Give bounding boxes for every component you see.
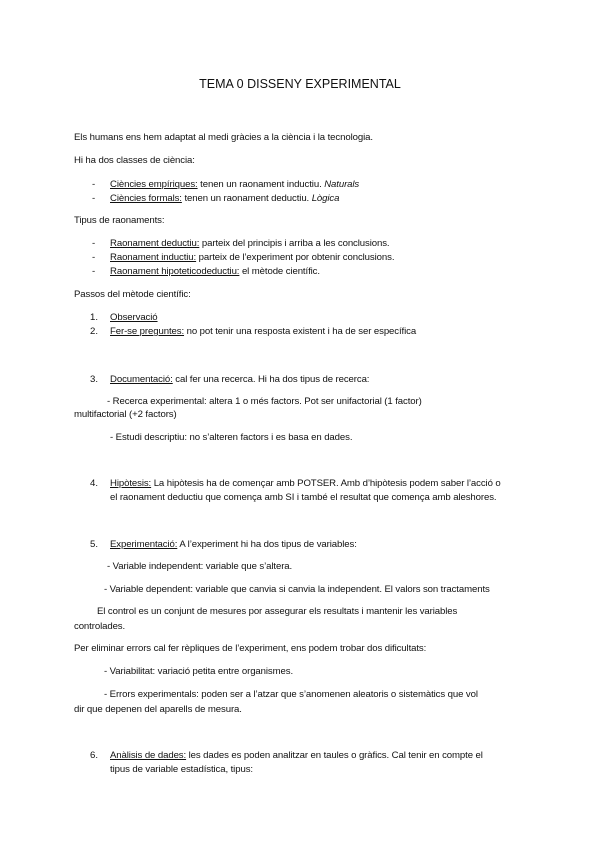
step-term: Anàlisis de dades: [110, 750, 187, 761]
step-term: Fer-se preguntes: [110, 326, 185, 337]
step-text: cal fer una recerca. Hi ha dos tipus de recerca: [172, 374, 370, 385]
step-text: no pot tenir una resposta existent i ha de ser específica [184, 326, 417, 337]
term-text: parteix del principis i arriba a les conclusions. [199, 238, 390, 249]
errors-experimental: - Errors experimentals: poden ser a l’atzar que s’anomenen aleatoris o sistemàtics que vol [104, 689, 478, 700]
classes-heading: Hi ha dos classes de ciència: [74, 155, 195, 166]
step-term: Hipòtesis: [110, 478, 152, 489]
step-term: Experimentació: [110, 539, 178, 550]
step-number: 4. [90, 478, 99, 489]
list-item [110, 251, 394, 264]
control-paragraph: El control es un conjunt de mesures por assegurar els resultats i mantenir les variables [97, 606, 458, 617]
errors-experimental-cont: dir que depenen del aparells de mesura. [74, 704, 242, 715]
step-number: 6. [90, 750, 99, 761]
reasoning-heading: Tipus de raonaments: [74, 215, 165, 226]
term-label: Ciències formals: [110, 193, 182, 204]
step-item [110, 325, 416, 338]
research-experimental-cont: multifactorial (+2 factors) [74, 409, 177, 420]
list-item [110, 237, 389, 250]
term-label: Raonament inductiu: [110, 252, 197, 263]
step-item [110, 538, 357, 551]
errors-heading: Per eliminar errors cal fer rèpliques de l’experiment, ens podem trobar dos dificultats: [74, 643, 427, 654]
step-text: les dades es poden analitzar en taules o gràfics. Cal tenir en compte el [186, 750, 483, 761]
term-label: Raonament hipoteticodeductiu: [110, 266, 240, 277]
research-experimental: - Recerca experimental: altera 1 o més factors. Pot ser unifactorial (1 factor) [107, 396, 422, 407]
bullet-dash: - [92, 193, 96, 204]
step-item [110, 373, 369, 386]
bullet-dash: - [92, 238, 96, 249]
variable-independent: - Variable independent: variable que s’altera. [107, 561, 293, 572]
errors-variability: - Variabilitat: variació petita entre organismes. [104, 666, 294, 677]
step-number: 2. [90, 326, 99, 337]
term-text: parteix de l’experiment por obtenir conclusions. [196, 252, 395, 263]
research-descriptive: - Estudi descriptiu: no s’alteren factors i es basa en dades. [110, 432, 353, 443]
step-number: 3. [90, 374, 99, 385]
step-number: 1. [90, 312, 99, 323]
list-item [110, 265, 320, 278]
step-text: A l’experiment hi ha dos tipus de variables: [177, 539, 357, 550]
term-text: el mètode científic. [239, 266, 320, 277]
term-text: tenen un raonament inductiu. [197, 179, 325, 190]
step-text: La hipòtesis ha de començar amb POTSER. Amb d’hipòtesis podem saber l’acció o [151, 478, 501, 489]
list-item [110, 178, 359, 191]
intro-paragraph: Els humans ens hem adaptat al medi gràcies a la ciència i la tecnologia. [74, 132, 373, 143]
steps-heading: Passos del mètode científic: [74, 289, 191, 300]
step-item [110, 749, 483, 762]
term-label: Ciències empíriques: [110, 179, 198, 190]
step-number: 5. [90, 539, 99, 550]
step-item-cont: tipus de variable estadística, tipus: [110, 764, 253, 775]
control-paragraph-cont: controlades. [74, 621, 126, 632]
term-italic: Naturals [324, 179, 360, 190]
bullet-dash: - [92, 266, 96, 277]
step-item [110, 311, 158, 324]
step-term: Documentació: [110, 374, 173, 385]
step-item [110, 477, 501, 490]
term-italic: Lògica [311, 193, 340, 204]
page-title: TEMA 0 DISSENY EXPERIMENTAL [199, 77, 401, 91]
bullet-dash: - [92, 179, 96, 190]
variable-dependent: - Variable dependent: variable que canvia si canvia la independent. El valors son tractaments [104, 584, 490, 595]
bullet-dash: - [92, 252, 96, 263]
term-text: tenen un raonament deductiu. [181, 193, 312, 204]
step-term: Observació [110, 312, 158, 323]
step-item-cont: el raonament deductiu que comença amb SI i també el resultat que comença amb aleshores. [110, 492, 497, 503]
term-label: Raonament deductiu: [110, 238, 200, 249]
list-item [110, 192, 339, 205]
